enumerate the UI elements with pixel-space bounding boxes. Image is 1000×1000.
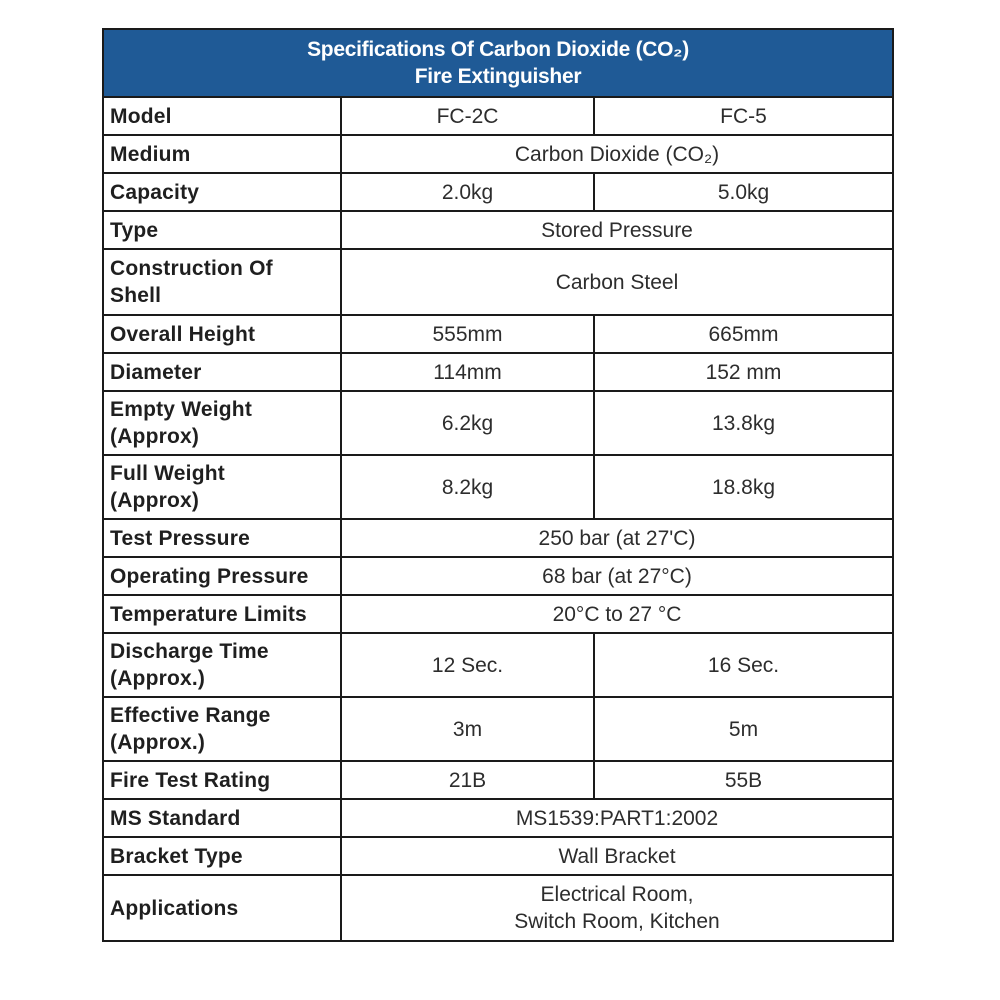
cell-value: 2.0kg [341,173,594,211]
row-label-line-2: (Approx) [110,489,200,512]
cell-value: 21B [341,761,594,799]
row-label: Diameter [103,353,341,391]
row-label-line-1: Effective Range [110,704,271,727]
table-row [103,315,893,353]
cell-value: 16 Sec. [594,633,893,697]
row-label-line-2: Shell [110,284,162,307]
table-row [103,211,893,249]
table-row [103,135,893,173]
row-label: Operating Pressure [103,557,341,595]
row-label [103,391,341,455]
table-row [103,519,893,557]
spec-table [102,28,894,942]
cell-value: 5m [594,697,893,761]
table-row [103,595,893,633]
row-label [103,249,341,315]
cell-value: Stored Pressure [341,211,893,249]
row-label-line-2: (Approx.) [110,731,206,754]
cell-value: 68 bar (at 27°C) [341,557,893,595]
table-row [103,353,893,391]
row-label: Applications [103,875,341,941]
row-label-line-1: Full Weight [110,462,225,485]
cell-value: 20°C to 27 °C [341,595,893,633]
table-row [103,799,893,837]
cell-value: Wall Bracket [341,837,893,875]
row-label: Overall Height [103,315,341,353]
cell-value: 555mm [341,315,594,353]
cell-value: Carbon Steel [341,249,893,315]
row-label-line-2: (Approx) [110,425,200,448]
table-row [103,249,893,315]
cell-value: 18.8kg [594,455,893,519]
cell-value: 13.8kg [594,391,893,455]
cell-value: 114mm [341,353,594,391]
cell-value: 5.0kg [594,173,893,211]
cell-value: 152 mm [594,353,893,391]
cell-value: 6.2kg [341,391,594,455]
cell-value [341,875,893,941]
cell-value: FC-5 [594,97,893,135]
row-label: Test Pressure [103,519,341,557]
cell-value: 12 Sec. [341,633,594,697]
cell-value: 55B [594,761,893,799]
cell-value-line-1: Electrical Room, [540,883,694,906]
row-label: Bracket Type [103,837,341,875]
table-row [103,837,893,875]
row-label: Model [103,97,341,135]
cell-value: 8.2kg [341,455,594,519]
table-row [103,455,893,519]
table-row [103,761,893,799]
table-row [103,633,893,697]
row-label [103,697,341,761]
cell-value: 665mm [594,315,893,353]
cell-value: Carbon Dioxide (CO₂) [341,135,893,173]
row-label: Fire Test Rating [103,761,341,799]
row-label [103,633,341,697]
table-title [103,29,893,97]
row-label-line-1: Construction Of [110,257,273,280]
title-line-2: Fire Extinguisher [414,65,582,88]
row-label-line-1: Discharge Time [110,640,269,663]
cell-value: 3m [341,697,594,761]
cell-value: 250 bar (at 27'C) [341,519,893,557]
table-row [103,391,893,455]
row-label: MS Standard [103,799,341,837]
title-row [103,29,893,97]
table-row [103,875,893,941]
row-label [103,455,341,519]
row-label-line-1: Empty Weight [110,398,253,421]
row-label: Capacity [103,173,341,211]
cell-value: FC-2C [341,97,594,135]
row-label: Temperature Limits [103,595,341,633]
row-label-line-2: (Approx.) [110,667,206,690]
row-label: Medium [103,135,341,173]
row-label: Type [103,211,341,249]
table-row [103,697,893,761]
table-row [103,97,893,135]
cell-value: MS1539:PART1:2002 [341,799,893,837]
table-row [103,173,893,211]
cell-value-line-2: Switch Room, Kitchen [514,910,720,933]
table-row [103,557,893,595]
title-line-1: Specifications Of Carbon Dioxide (CO₂) [307,38,689,61]
